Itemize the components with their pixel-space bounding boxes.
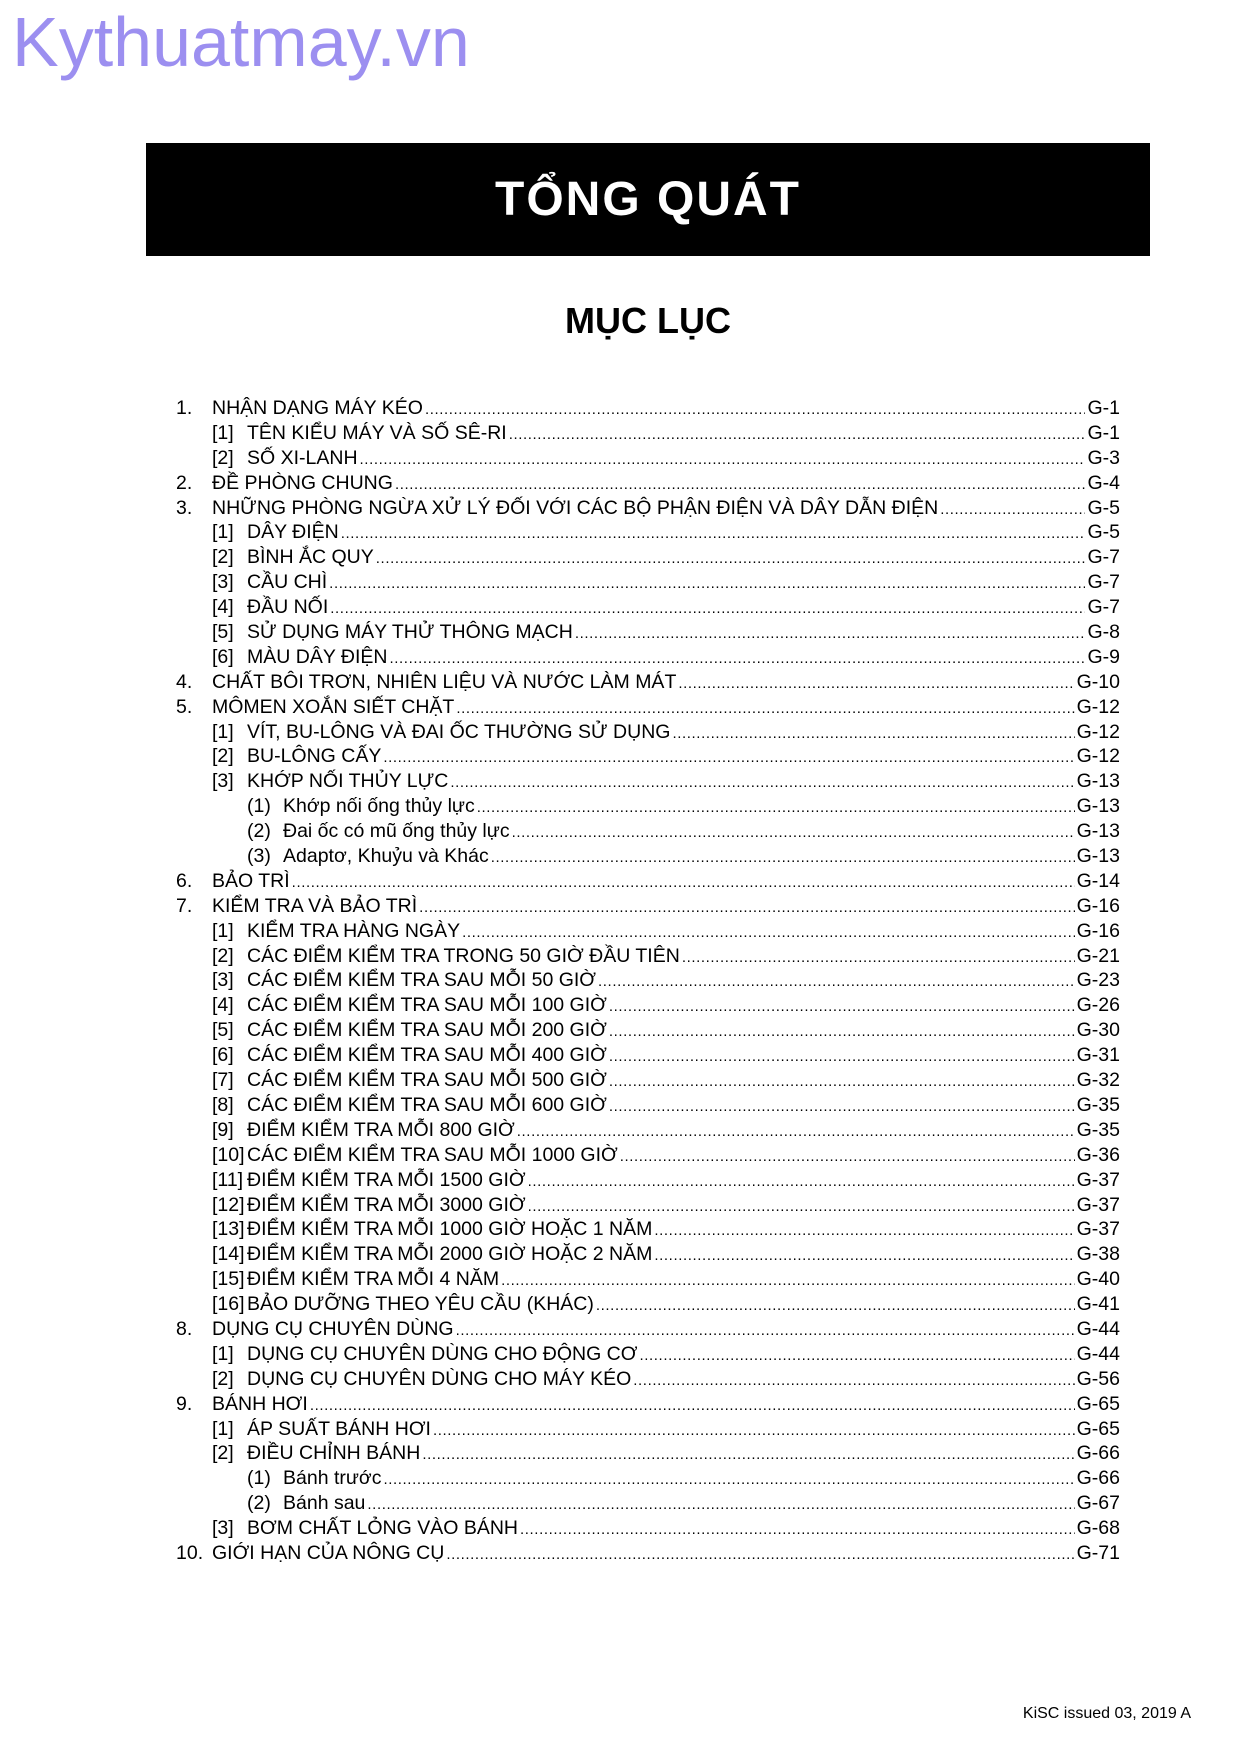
- toc-entry-page: G-12: [1076, 745, 1120, 768]
- toc-dot-leader: [422, 1441, 1074, 1468]
- toc-entry-number: 10.: [176, 1541, 204, 1564]
- toc-entry-page: G-35: [1076, 1093, 1120, 1116]
- toc-entry-page: G-13: [1076, 770, 1120, 793]
- toc-entry-title: SỬ DỤNG MÁY THỬ THÔNG MẠCH: [247, 621, 573, 644]
- toc-dot-leader: [341, 520, 1086, 547]
- toc-entry[interactable]: [176, 1043, 1120, 1068]
- toc-entry-number: [2]: [212, 1367, 234, 1390]
- toc-entry-title: KHỚP NỐI THỦY LỰC: [247, 770, 449, 793]
- toc-dot-leader: [609, 1068, 1075, 1095]
- toc-dot-leader: [456, 695, 1074, 722]
- toc-dot-leader: [450, 769, 1074, 796]
- toc-entry[interactable]: [176, 1267, 1120, 1292]
- toc-entry[interactable]: [176, 993, 1120, 1018]
- toc-entry-title: CÁC ĐIỂM KIỂM TRA SAU MỖI 100 GIỜ: [247, 994, 607, 1017]
- toc-entry-title: Adaptơ, Khuỷu và Khác: [283, 845, 489, 868]
- toc-entry-page: G-7: [1087, 571, 1120, 594]
- toc-dot-leader: [654, 1217, 1074, 1244]
- toc-dot-leader: [383, 744, 1074, 771]
- toc-entry-page: G-37: [1076, 1168, 1120, 1191]
- watermark: Kythuatmay.vn: [12, 3, 470, 81]
- toc-entry-number: (3): [247, 845, 271, 868]
- toc-entry-title: ĐIỂM KIỂM TRA MỖI 1000 GIỜ HOẶC 1 NĂM: [247, 1218, 653, 1241]
- toc-entry-title: SỐ XI-LANH: [247, 446, 358, 469]
- toc-dot-leader: [310, 1392, 1075, 1419]
- toc-entry[interactable]: [176, 620, 1120, 645]
- toc-entry-number: 1.: [176, 397, 193, 419]
- toc-entry-page: G-13: [1076, 795, 1120, 818]
- toc-entry-title: ĐIỂM KIỂM TRA MỖI 800 GIỜ: [247, 1118, 515, 1141]
- toc-entry[interactable]: [176, 1441, 1120, 1466]
- toc-entry-page: G-35: [1076, 1118, 1120, 1141]
- toc-entry-title: KIỂM TRA HÀNG NGÀY: [247, 919, 461, 942]
- toc-entry-title: Đai ốc có mũ ống thủy lực: [283, 820, 510, 843]
- toc-entry-number: 5.: [176, 695, 193, 718]
- toc-dot-leader: [462, 919, 1075, 946]
- toc-entry[interactable]: [176, 1367, 1120, 1392]
- toc-entry-number: [3]: [212, 770, 234, 793]
- toc-entry[interactable]: [176, 1292, 1120, 1317]
- toc-entry-number: [6]: [212, 1044, 234, 1067]
- toc-entry[interactable]: [176, 1193, 1120, 1218]
- toc-entry-number: 6.: [176, 869, 193, 892]
- toc-entry-page: G-13: [1076, 820, 1120, 843]
- toc-entry[interactable]: [176, 421, 1120, 446]
- toc-entry-page: G-23: [1076, 969, 1120, 992]
- toc-entry-page: G-26: [1076, 994, 1120, 1017]
- toc-entry-number: [3]: [212, 969, 234, 992]
- toc-entry[interactable]: [176, 1392, 1120, 1417]
- toc-dot-leader: [456, 1317, 1075, 1344]
- toc-entry[interactable]: [176, 819, 1120, 844]
- toc-entry-title: Bánh sau: [283, 1492, 366, 1515]
- toc-entry-number: 8.: [176, 1317, 193, 1340]
- toc-entry-number: [2]: [212, 1442, 234, 1465]
- toc-entry-title: MÔMEN XOẮN SIẾT CHẶT: [212, 695, 455, 718]
- toc-entry-title: ĐIỂM KIỂM TRA MỖI 1500 GIỜ: [247, 1168, 526, 1191]
- toc-entry-page: G-5: [1087, 521, 1120, 544]
- toc-entry-page: G-68: [1076, 1517, 1120, 1540]
- toc-entry-title: MÀU DÂY ĐIỆN: [247, 645, 388, 668]
- toc-entry[interactable]: [176, 570, 1120, 595]
- toc-entry-page: G-71: [1076, 1541, 1120, 1564]
- toc-entry-page: G-1: [1087, 397, 1120, 419]
- toc-entry-number: [4]: [212, 994, 234, 1017]
- toc-entry-page: G-32: [1076, 1069, 1120, 1092]
- toc-entry-title: DỤNG CỤ CHUYÊN DÙNG CHO MÁY KÉO: [247, 1367, 632, 1390]
- toc-dot-leader: [360, 446, 1086, 473]
- toc-entry-number: [1]: [212, 521, 234, 544]
- toc-entry-number: [2]: [212, 944, 234, 967]
- toc-entry-number: 4.: [176, 670, 193, 693]
- toc-entry-number: [14]: [212, 1243, 245, 1266]
- toc-entry[interactable]: [176, 894, 1120, 919]
- toc-entry-title: NHẬN DẠNG MÁY KÉO: [212, 397, 423, 419]
- toc-dot-leader: [654, 1242, 1074, 1269]
- toc-entry-page: G-4: [1087, 471, 1120, 494]
- toc-dot-leader: [383, 1466, 1074, 1493]
- toc-entry-page: G-67: [1076, 1492, 1120, 1515]
- toc-entry-title: ĐIỀU CHỈNH BÁNH: [247, 1442, 421, 1465]
- toc-entry[interactable]: [176, 496, 1120, 521]
- toc-entry-title: BẢO DƯỠNG THEO YÊU CẦU (KHÁC): [247, 1293, 594, 1316]
- toc-entry[interactable]: [176, 520, 1120, 545]
- toc-entry-title: BẢO TRÌ: [212, 869, 290, 892]
- toc-entry[interactable]: [176, 1317, 1120, 1342]
- toc-dot-leader: [477, 794, 1075, 821]
- toc-entry[interactable]: [176, 720, 1120, 745]
- toc-entry-page: G-37: [1076, 1218, 1120, 1241]
- toc-dot-leader: [609, 993, 1075, 1020]
- toc-entry-number: 7.: [176, 894, 193, 917]
- toc-entry-page: G-13: [1076, 845, 1120, 868]
- toc-entry-number: (1): [247, 795, 271, 818]
- toc-entry-page: G-30: [1076, 1019, 1120, 1042]
- toc-entry-page: G-21: [1076, 944, 1120, 967]
- toc-entry-page: G-37: [1076, 1193, 1120, 1216]
- toc-entry-title: BÌNH ẮC QUY: [247, 546, 374, 569]
- toc-entry-page: G-66: [1076, 1442, 1120, 1465]
- toc-dot-leader: [575, 620, 1086, 647]
- toc-entry[interactable]: [176, 844, 1120, 869]
- toc-entry[interactable]: [176, 794, 1120, 819]
- toc-dot-leader: [517, 1118, 1075, 1145]
- toc-dot-leader: [598, 968, 1075, 995]
- toc-entry[interactable]: [176, 471, 1120, 496]
- toc-entry[interactable]: [176, 919, 1120, 944]
- toc-entry[interactable]: [176, 869, 1120, 894]
- toc-entry-title: ĐỀ PHÒNG CHUNG: [212, 471, 393, 494]
- toc-dot-leader: [609, 1093, 1075, 1120]
- toc-entry-number: [10]: [212, 1143, 245, 1166]
- toc-dot-leader: [639, 1342, 1074, 1369]
- footer-issue-note: KiSC issued 03, 2019 A: [1022, 1705, 1191, 1722]
- toc-dot-leader: [446, 1541, 1074, 1568]
- toc-entry-page: G-10: [1076, 670, 1120, 693]
- toc-entry-title: Khớp nối ống thủy lực: [283, 795, 475, 818]
- toc-entry-page: G-36: [1076, 1143, 1120, 1166]
- toc-entry-title: BU-LÔNG CẤY: [247, 745, 382, 768]
- toc-entry-number: [1]: [212, 421, 234, 444]
- toc-entry-number: (2): [247, 1492, 271, 1515]
- toc-entry-number: [2]: [212, 745, 234, 768]
- toc-entry-title: Bánh trước: [283, 1467, 382, 1490]
- toc-entry-number: [2]: [212, 446, 234, 469]
- toc-dot-leader: [528, 1193, 1075, 1220]
- toc-entry[interactable]: [176, 446, 1120, 471]
- toc-dot-leader: [520, 1516, 1075, 1543]
- toc-dot-leader: [609, 1043, 1075, 1070]
- toc-entry-title: CÁC ĐIỂM KIỂM TRA SAU MỖI 50 GIỜ: [247, 969, 597, 992]
- toc-entry-number: 3.: [176, 496, 193, 519]
- toc-entry-number: [13]: [212, 1218, 245, 1241]
- toc-entry-page: G-7: [1087, 546, 1120, 569]
- toc-entry-title: ĐIỂM KIỂM TRA MỖI 2000 GIỜ HOẶC 2 NĂM: [247, 1243, 653, 1266]
- toc-heading: MỤC LỤC: [565, 300, 731, 341]
- toc-entry[interactable]: [176, 1541, 1120, 1566]
- toc-entry-number: [1]: [212, 1342, 234, 1365]
- toc-entry[interactable]: [176, 1118, 1120, 1143]
- toc-entry-title: CÁC ĐIỂM KIỂM TRA SAU MỖI 200 GIỜ: [247, 1019, 607, 1042]
- toc-entry-page: G-9: [1087, 645, 1120, 668]
- toc-entry-title: DỤNG CỤ CHUYÊN DÙNG: [212, 1317, 454, 1340]
- toc-dot-leader: [491, 844, 1075, 871]
- toc-entry[interactable]: [176, 769, 1120, 794]
- toc-entry-page: G-40: [1076, 1268, 1120, 1291]
- toc-entry[interactable]: [176, 396, 1120, 421]
- toc-entry-title: CÁC ĐIỂM KIỂM TRA SAU MỖI 500 GIỜ: [247, 1069, 607, 1092]
- toc-entry-number: [2]: [212, 546, 234, 569]
- toc-dot-leader: [367, 1491, 1074, 1518]
- toc-entry-page: G-14: [1076, 869, 1120, 892]
- toc-entry[interactable]: [176, 1068, 1120, 1093]
- toc-entry[interactable]: [176, 1242, 1120, 1267]
- toc-entry-title: CHẤT BÔI TRƠN, NHIÊN LIỆU VÀ NƯỚC LÀM MÁT: [212, 670, 677, 693]
- toc-entry-number: [5]: [212, 621, 234, 644]
- toc-entry[interactable]: [176, 1217, 1120, 1242]
- toc-entry[interactable]: [176, 1491, 1120, 1516]
- toc-entry-title: CÁC ĐIỂM KIỂM TRA SAU MỖI 1000 GIỜ: [247, 1143, 618, 1166]
- toc-entry-title: BÁNH HƠI: [212, 1392, 308, 1415]
- toc-entry-number: [15]: [212, 1268, 245, 1291]
- toc-entry-page: G-16: [1076, 919, 1120, 942]
- toc-entry-title: CÁC ĐIỂM KIỂM TRA TRONG 50 GIỜ ĐẦU TIÊN: [247, 944, 680, 967]
- toc-entry-number: [4]: [212, 596, 234, 619]
- toc-entry[interactable]: [176, 968, 1120, 993]
- toc-entry[interactable]: [176, 1093, 1120, 1118]
- toc-entry-title: CÁC ĐIỂM KIỂM TRA SAU MỖI 400 GIỜ: [247, 1044, 607, 1067]
- toc-entry[interactable]: [176, 744, 1120, 769]
- toc-entry-number: [9]: [212, 1118, 234, 1141]
- toc-entry-title: CÁC ĐIỂM KIỂM TRA SAU MỖI 600 GIỜ: [247, 1093, 607, 1116]
- toc-entry-page: G-8: [1087, 621, 1120, 644]
- toc-entry-number: [3]: [212, 1517, 234, 1540]
- toc-entry-number: 9.: [176, 1392, 193, 1415]
- toc-entry-title: DỤNG CỤ CHUYÊN DÙNG CHO ĐỘNG CƠ: [247, 1342, 638, 1365]
- toc-entry[interactable]: [176, 695, 1120, 720]
- toc-entry-page: G-7: [1087, 596, 1120, 619]
- toc-entry[interactable]: [176, 1018, 1120, 1043]
- toc-entry[interactable]: [176, 1342, 1120, 1367]
- toc-dot-leader: [390, 645, 1086, 672]
- toc-dot-leader: [678, 670, 1074, 697]
- toc-entry-number: [8]: [212, 1093, 234, 1116]
- toc-dot-leader: [292, 869, 1075, 896]
- toc-dot-leader: [376, 545, 1086, 572]
- toc-dot-leader: [509, 421, 1086, 448]
- toc-entry-number: [6]: [212, 645, 234, 668]
- toc-entry-number: (2): [247, 820, 271, 843]
- toc-dot-leader: [672, 720, 1074, 747]
- toc-dot-leader: [682, 944, 1075, 971]
- toc-entry[interactable]: [176, 1417, 1120, 1442]
- toc-entry-page: G-31: [1076, 1044, 1120, 1067]
- toc-entry-title: VÍT, BU-LÔNG VÀ ĐAI ỐC THƯỜNG SỬ DỤNG: [247, 720, 671, 743]
- toc-entry[interactable]: [176, 670, 1120, 695]
- toc-dot-leader: [419, 894, 1074, 921]
- toc-entry[interactable]: [176, 645, 1120, 670]
- toc-entry-title: BƠM CHẤT LỎNG VÀO BÁNH: [247, 1517, 518, 1540]
- toc-dot-leader: [425, 396, 1086, 423]
- toc-dot-leader: [512, 819, 1075, 846]
- toc-entry-page: G-41: [1076, 1293, 1120, 1316]
- toc-entry-number: [7]: [212, 1069, 234, 1092]
- toc-entry-title: DÂY ĐIỆN: [247, 521, 339, 544]
- toc-entry-title: TÊN KIỂU MÁY VÀ SỐ SÊ-RI: [247, 421, 507, 444]
- toc-entry-number: [16]: [212, 1293, 245, 1316]
- toc-entry[interactable]: [176, 1143, 1120, 1168]
- toc-entry-number: [1]: [212, 720, 234, 743]
- toc-entry-page: G-44: [1076, 1317, 1120, 1340]
- toc-entry-page: G-12: [1076, 720, 1120, 743]
- section-banner: [146, 143, 1150, 256]
- toc-dot-leader: [609, 1018, 1075, 1045]
- toc-entry-page: G-1: [1087, 421, 1120, 444]
- toc-entry-title: ĐẦU NỐI: [247, 596, 329, 619]
- toc-dot-leader: [528, 1168, 1075, 1195]
- toc-entry-page: G-16: [1076, 894, 1120, 917]
- toc-dot-leader: [329, 570, 1085, 597]
- toc-entry-page: G-5: [1087, 496, 1120, 519]
- toc-entry-title: GIỚI HẠN CỦA NÔNG CỤ: [212, 1541, 445, 1564]
- toc-entry[interactable]: [176, 595, 1120, 620]
- toc-entry[interactable]: [176, 1466, 1120, 1491]
- toc-dot-leader: [330, 595, 1085, 622]
- toc-entry-page: G-3: [1087, 446, 1120, 469]
- toc-entry-number: [11]: [212, 1168, 244, 1191]
- toc-entry[interactable]: [176, 944, 1120, 969]
- table-of-contents: [176, 396, 1120, 1566]
- toc-entry-title: NHỮNG PHÒNG NGỪA XỬ LÝ ĐỐI VỚI CÁC BỘ PHẬN ĐIỆN VÀ DÂY DẪN ĐIỆN: [212, 496, 939, 519]
- toc-entry-title: ĐIỂM KIỂM TRA MỖI 3000 GIỜ: [247, 1193, 526, 1216]
- toc-entry-number: (1): [247, 1467, 271, 1490]
- toc-entry-title: ĐIỂM KIỂM TRA MỖI 4 NĂM: [247, 1268, 500, 1291]
- toc-entry-number: [3]: [212, 571, 234, 594]
- toc-entry-number: [1]: [212, 919, 234, 942]
- toc-dot-leader: [395, 471, 1086, 498]
- toc-entry-page: G-38: [1076, 1243, 1120, 1266]
- toc-entry[interactable]: [176, 545, 1120, 570]
- toc-dot-leader: [596, 1292, 1075, 1319]
- toc-entry-number: [12]: [212, 1193, 245, 1216]
- toc-dot-leader: [633, 1367, 1074, 1394]
- toc-entry-page: G-66: [1076, 1467, 1120, 1490]
- toc-entry-number: [1]: [212, 1417, 234, 1440]
- toc-entry-title: ÁP SUẤT BÁNH HƠI: [247, 1417, 431, 1440]
- toc-entry-title: CẦU CHÌ: [247, 571, 328, 594]
- toc-entry-page: G-56: [1076, 1367, 1120, 1390]
- toc-entry-page: G-44: [1076, 1342, 1120, 1365]
- toc-entry-number: [5]: [212, 1019, 234, 1042]
- banner-title: TỔNG QUÁT: [495, 173, 801, 226]
- toc-entry-title: KIỂM TRA VÀ BẢO TRÌ: [212, 894, 418, 917]
- toc-entry-page: G-65: [1076, 1417, 1120, 1440]
- toc-dot-leader: [501, 1267, 1075, 1294]
- toc-entry-page: G-12: [1076, 695, 1120, 718]
- toc-entry-page: G-65: [1076, 1392, 1120, 1415]
- toc-dot-leader: [940, 496, 1085, 523]
- toc-entry[interactable]: [176, 1168, 1120, 1193]
- toc-entry[interactable]: [176, 1516, 1120, 1541]
- toc-entry-number: 2.: [176, 471, 193, 494]
- toc-dot-leader: [433, 1417, 1075, 1444]
- toc-dot-leader: [620, 1143, 1075, 1170]
